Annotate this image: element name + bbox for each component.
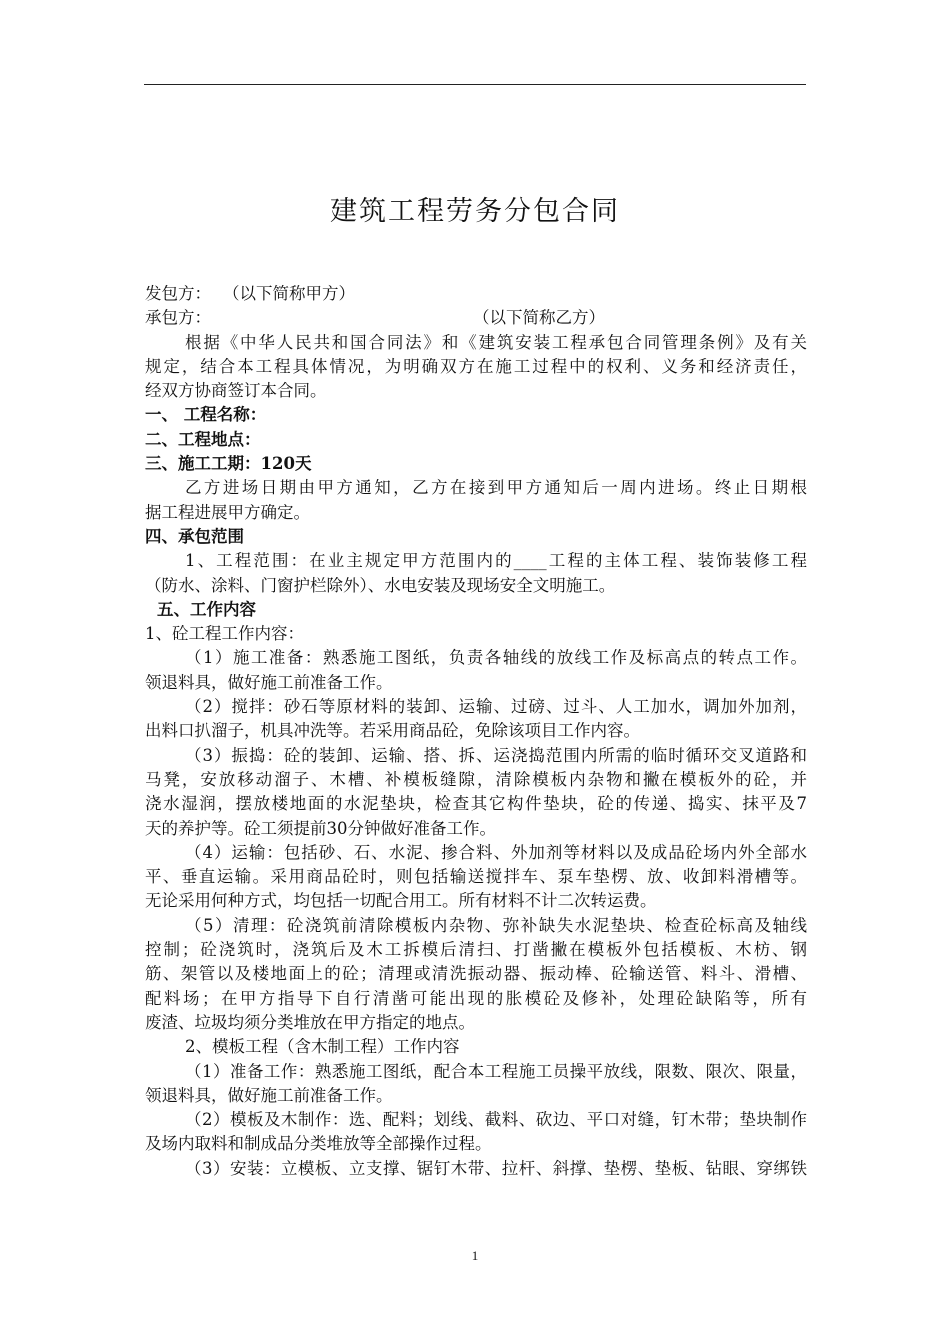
body-line: 平、垂直运输。采用商品砼时，则包括输送搅拌车、泵车垫楞、放、收卸料滑槽等。 [145,867,807,887]
document-title: 建筑工程劳务分包合同 [330,196,620,227]
contractor-note: （以下简称乙方） [473,308,605,328]
header-rule [144,84,806,85]
body-line: （防水、涂料、门窗护栏除外）、水电安装及现场安全文明施工。 [145,575,616,595]
body-line: 控制；砼浇筑时，浇筑后及木工拆模后清扫、打凿撇在模板外包括模板、木枋、钢 [145,940,807,960]
employer-note: （以下简称甲方） [223,284,355,303]
body-line: （1）施工准备：熟悉施工图纸，负责各轴线的放线工作及标高点的转点工作。 [185,648,807,668]
section-heading: 二、工程地点： [145,429,261,449]
body-line: 马凳，安放移动溜子、木槽、补模板缝隙，清除模板内杂物和撇在模板外的砼，并 [145,769,807,789]
body-line: 筋、架管以及楼地面上的砼；清理或清洗振动器、振动棒、砼输送管、料斗、滑槽、 [145,964,807,984]
body-line: 浇水湿润，摆放楼地面的水泥垫块，检查其它构件垫块，砼的传递、捣实、抹平及7 [145,794,807,814]
section-heading: 五、工作内容 [157,599,256,619]
body-line: 领退料具，做好施工前准备工作。 [145,1085,393,1105]
body-line: （4）运输：包括砂、石、水泥、掺合料、外加剂等材料以及成品砼场内外全部水 [185,842,807,862]
subsection-heading: 2、模板工程（含木制工程）工作内容 [185,1037,460,1057]
section-heading: 一、 工程名称： [145,405,267,425]
body-line: （2）搅拌：砂石等原材料的装卸、运输、过磅、过斗、人工加水，调加外加剂， [185,697,807,717]
body-line: 规定，结合本工程具体情况，为明确双方在施工过程中的权利、义务和经济责任， [145,356,807,376]
page-number: 1 [471,1248,479,1263]
body-line: （5）清理：砼浇筑前清除模板内杂物、弥补缺失水泥垫块、检查砼标高及轴线 [185,915,807,935]
body-line: （2）模板及木制作：选、配料；划线、截料、砍边、平口对缝，钉木带；垫块制作 [185,1110,807,1130]
body-line: 1、工程范围：在业主规定甲方范围内的____工程的主体工程、装饰装修工程 [185,551,807,571]
body-line: 经双方协商签订本合同。 [145,381,327,401]
body-line: 及场内取料和制成品分类堆放等全部操作过程。 [145,1134,492,1154]
body-line: （3）振捣：砼的装卸、运输、搭、拆、运浇捣范围内所需的临时循环交叉道路和 [185,745,807,765]
employer-label: 发包方： [145,284,211,303]
section-heading: 三、施工工期：120天 [145,454,312,474]
body-line: 出料口扒溜子，机具冲洗等。若采用商品砼，免除该项目工作内容。 [145,721,640,741]
body-line: 配料场；在甲方指导下自行清凿可能出现的胀模砼及修补，处理砼缺陷等，所有 [145,988,807,1008]
body-line: 天的养护等。砼工须提前30分钟做好准备工作。 [145,818,496,838]
body-line: 据工程进展甲方确定。 [145,502,310,522]
body-line: 无论采用何种方式，均包括一切配合用工。所有材料不计二次转运费。 [145,891,657,911]
employer-line [145,282,807,306]
body-line: （1）准备工作：熟悉施工图纸，配合本工程施工员操平放线，限数、限次、限量， [185,1061,807,1081]
subsection-heading: 1、砼工程工作内容： [145,624,304,644]
body-line: （3）安装：立模板、立支撑、锯钉木带、拉杆、斜撑、垫楞、垫板、钻眼、穿绑铁 [185,1158,807,1178]
contractor-label: 承包方： [145,308,211,328]
body-line: 领退料具，做好施工前准备工作。 [145,672,393,692]
section-heading: 四、承包范围 [145,526,244,546]
contractor-line [145,306,807,330]
body-line: 乙方进场日期由甲方通知，乙方在接到甲方通知后一周内进场。终止日期根 [185,478,807,498]
body-line: 根据《中华人民共和国合同法》和《建筑安装工程承包合同管理条例》及有关 [185,332,807,352]
document-body [145,282,807,1181]
body-line: 废渣、垃圾均须分类堆放在甲方指定的地点。 [145,1012,475,1032]
